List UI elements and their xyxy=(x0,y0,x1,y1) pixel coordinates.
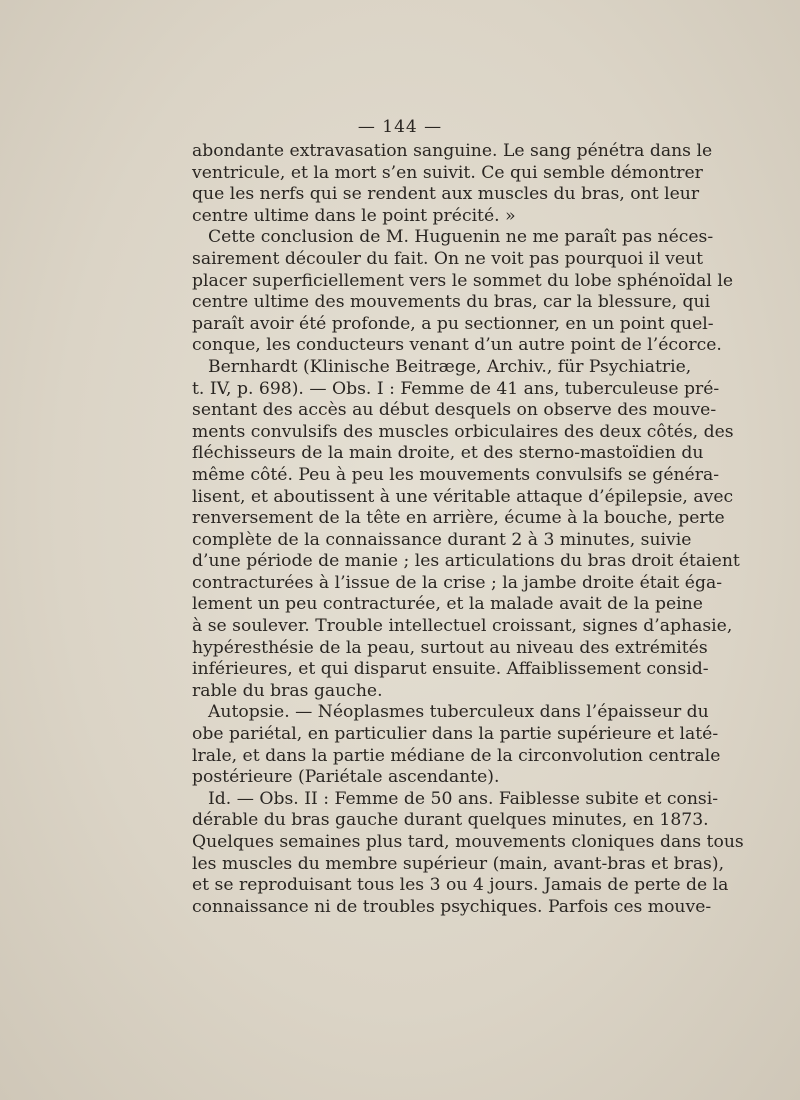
text-line: et se reproduisant tous les 3 ou 4 jours. Jamais de perte de la xyxy=(192,875,729,896)
text-line: ventricule, et la mort s’en suivit. Ce qui semble démontrer xyxy=(192,162,703,183)
text-line: centre ultime dans le point précité. » xyxy=(192,205,516,226)
text-line: inférieures, et qui disparut ensuite. Affaiblissement consid- xyxy=(192,659,709,680)
text-line: renversement de la tête en arrière, écume à la bouche, perte xyxy=(192,508,725,529)
text-line: Quelques semaines plus tard, mouvements cloniques dans tous xyxy=(192,832,744,852)
text-line: Id. — Obs. II : Femme de 50 ans. Faiblesse subite et consi- xyxy=(208,788,719,809)
text-line: ments convulsifs des muscles orbiculaires des deux côtés, des xyxy=(192,421,734,442)
text-line: contracturées à l’issue de la crise ; la jambe droite était éga- xyxy=(192,572,723,593)
text-line: sairement découler du fait. On ne voit pas pourquoi il veut xyxy=(192,248,704,269)
text-line: centre ultime des mouvements du bras, car la blessure, qui xyxy=(192,292,711,313)
text-line: même côté. Peu à peu les mouvements convulsifs se généra- xyxy=(192,464,719,485)
text-line: dérable du bras gauche durant quelques minutes, en 1873. xyxy=(192,810,709,831)
text-line: rable du bras gauche. xyxy=(192,680,383,701)
text-line: t. IV, p. 698). — Obs. I : Femme de 41 ans, tuberculeuse pré- xyxy=(192,378,720,399)
text-line: lrale, et dans la partie médiane de la circonvolution centrale xyxy=(192,745,721,766)
text-line: obe pariétal, en particulier dans la partie supérieure et laté- xyxy=(192,724,719,745)
text-line: hypéresthésie de la peau, surtout au niveau des extrémités xyxy=(192,637,708,658)
text-line: lisent, et aboutissent à une véritable attaque d’épilepsie, avec xyxy=(192,486,734,507)
text-line: placer superficiellement vers le sommet du lobe sphénoïdal le xyxy=(192,270,734,291)
text-line: les muscles du membre supérieur (main, avant-bras et bras), xyxy=(192,853,725,874)
text-line: fléchisseurs de la main droite, et des sterno-mastoïdien du xyxy=(192,443,704,464)
text-line: Cette conclusion de M. Huguenin ne me paraît pas néces- xyxy=(208,227,714,248)
text-line: à se soulever. Trouble intellectuel croissant, signes d’aphasie, xyxy=(192,616,733,637)
text-line: d’une période de manie ; les articulations du bras droit étaient xyxy=(192,551,740,572)
text-line: abondante extravasation sanguine. Le sang pénétra dans le xyxy=(192,141,713,161)
text-line: conque, les conducteurs venant d’un autre point de l’écorce. xyxy=(192,335,722,356)
text-line: Autopsie. — Néoplasmes tuberculeux dans l’épaisseur du xyxy=(208,702,709,723)
text-line: Bernhardt (Klinische Beitræge, Archiv., für Psychiatrie, xyxy=(208,356,692,377)
text-line: complète de la connaissance durant 2 à 3 minutes, suivie xyxy=(192,529,692,550)
text-line: postérieure (Pariétale ascendante). xyxy=(192,767,500,788)
page-number: — 144 — xyxy=(357,117,443,137)
text-line: que les nerfs qui se rendent aux muscles du bras, ont leur xyxy=(192,184,700,205)
text-line: connaissance ni de troubles psychiques. Parfois ces mouve- xyxy=(192,896,712,917)
body-text xyxy=(192,141,744,918)
text-line: paraît avoir été profonde, a pu sectionner, en un point quel- xyxy=(192,313,714,334)
text-line: sentant des accès au début desquels on observe des mouve- xyxy=(192,400,717,421)
text-line: lement un peu contracturée, et la malade avait de la peine xyxy=(192,594,703,615)
